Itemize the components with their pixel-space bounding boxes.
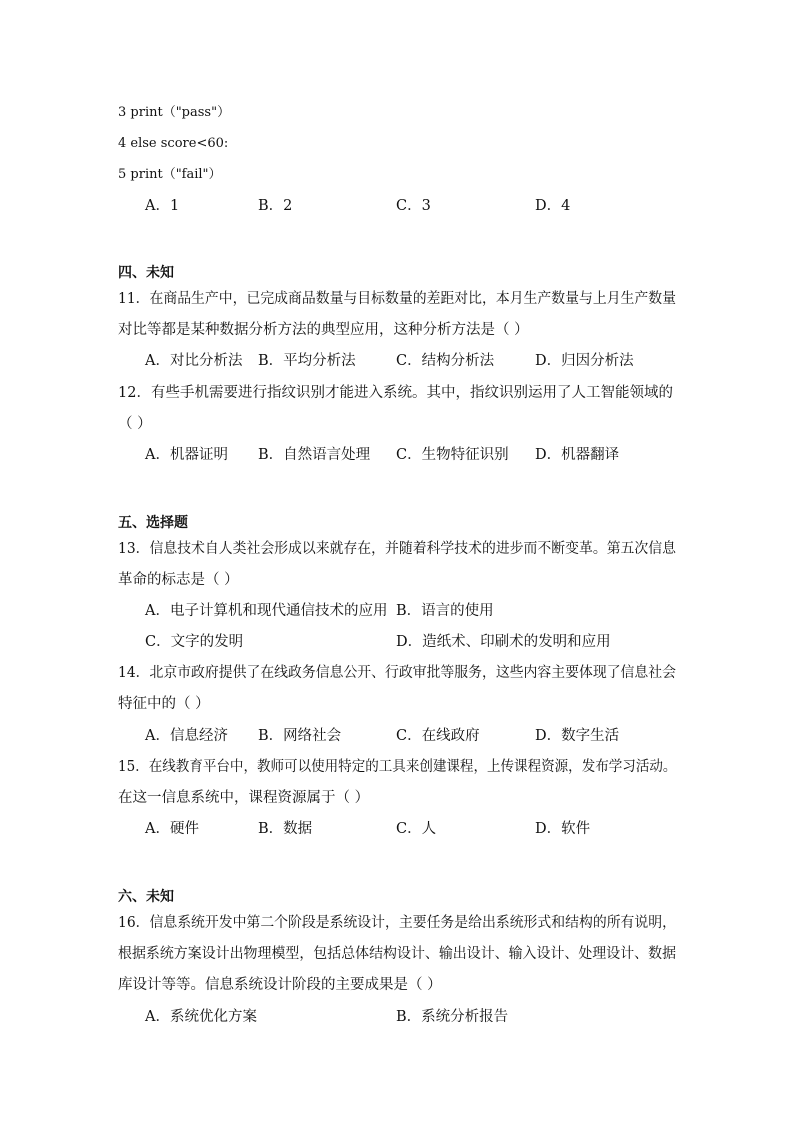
q11-option-a: A．对比分析法 xyxy=(145,353,243,369)
q16-text-line1: 16．信息系统开发中第二个阶段是系统设计，主要任务是给出系统形式和结构的所有说明， xyxy=(118,915,676,931)
q15-option-c: C．人 xyxy=(396,821,437,837)
q15-option-d: D．软件 xyxy=(535,821,591,837)
q13-option-a: A．电子计算机和现代通信技术的应用 xyxy=(145,603,388,619)
q11-option-b: B．平均分析法 xyxy=(258,353,356,369)
q15-text-line2: 在这一信息系统中，课程资源属于（ ） xyxy=(118,790,370,806)
q11-option-d: D．归因分析法 xyxy=(535,353,634,369)
q14-text-line2: 特征中的（ ） xyxy=(118,696,210,712)
q11-option-c: C．结构分析法 xyxy=(396,353,495,369)
section-heading-5: 五、选择题 xyxy=(118,515,188,531)
q16-option-b: B．系统分析报告 xyxy=(396,1009,509,1025)
q10-option-d: D．4 xyxy=(535,198,571,214)
q11-text-line2: 对比等都是某种数据分析方法的典型应用，这种分析方法是（ ） xyxy=(118,322,529,338)
q15-text-line1: 15．在线教育平台中，教师可以使用特定的工具来创建课程，上传课程资源，发布学习活动。 xyxy=(118,759,677,775)
q16-text-line3: 库设计等等。信息系统设计阶段的主要成果是（ ） xyxy=(118,977,442,993)
q12-option-a: A．机器证明 xyxy=(145,447,228,463)
q14-option-d: D．数字生活 xyxy=(535,728,620,744)
q11-text-line1: 11．在商品生产中，已完成商品数量与目标数量的差距对比，本月生产数量与上月生产数量 xyxy=(118,291,676,307)
q14-option-c: C．在线政府 xyxy=(396,728,480,744)
section-heading-6: 六、未知 xyxy=(118,889,174,905)
q16-text-line2: 根据系统方案设计出物理模型，包括总体结构设计、输出设计、输入设计、处理设计、数据 xyxy=(118,946,677,962)
section-heading-4: 四、未知 xyxy=(118,265,174,281)
q15-option-b: B．数据 xyxy=(258,821,313,837)
q13-text-line1: 13．信息技术自人类社会形成以来就存在，并随着科学技术的进步而不断变革。第五次信息 xyxy=(118,541,676,557)
q10-option-c: C．3 xyxy=(396,198,431,214)
code-line-4: 4 else score<60: xyxy=(118,136,229,151)
q12-option-d: D．机器翻译 xyxy=(535,447,620,463)
q12-option-b: B．自然语言处理 xyxy=(258,447,371,463)
q12-text-line2: （ ） xyxy=(118,416,152,432)
q14-text-line1: 14．北京市政府提供了在线政务信息公开、行政审批等服务，这些内容主要体现了信息社会 xyxy=(118,665,676,681)
q14-option-b: B．网络社会 xyxy=(258,728,342,744)
q13-option-d: D．造纸术、印刷术的发明和应用 xyxy=(396,634,611,650)
q15-option-a: A．硬件 xyxy=(145,821,199,837)
q10-option-a: A．1 xyxy=(145,198,180,214)
q10-option-b: B．2 xyxy=(258,198,293,214)
code-line-3: 3 print（"pass"） xyxy=(118,105,231,120)
q14-option-a: A．信息经济 xyxy=(145,728,228,744)
q12-option-c: C．生物特征识别 xyxy=(396,447,509,463)
q13-text-line2: 革命的标志是（ ） xyxy=(118,572,239,588)
q13-option-c: C．文字的发明 xyxy=(145,634,244,650)
q13-option-b: B．语言的使用 xyxy=(396,603,494,619)
q12-text-line1: 12．有些手机需要进行指纹识别才能进入系统。其中，指纹识别运用了人工智能领域的 xyxy=(118,385,673,401)
q16-option-a: A．系统优化方案 xyxy=(145,1009,257,1025)
code-line-5: 5 print（"fail"） xyxy=(118,167,222,182)
